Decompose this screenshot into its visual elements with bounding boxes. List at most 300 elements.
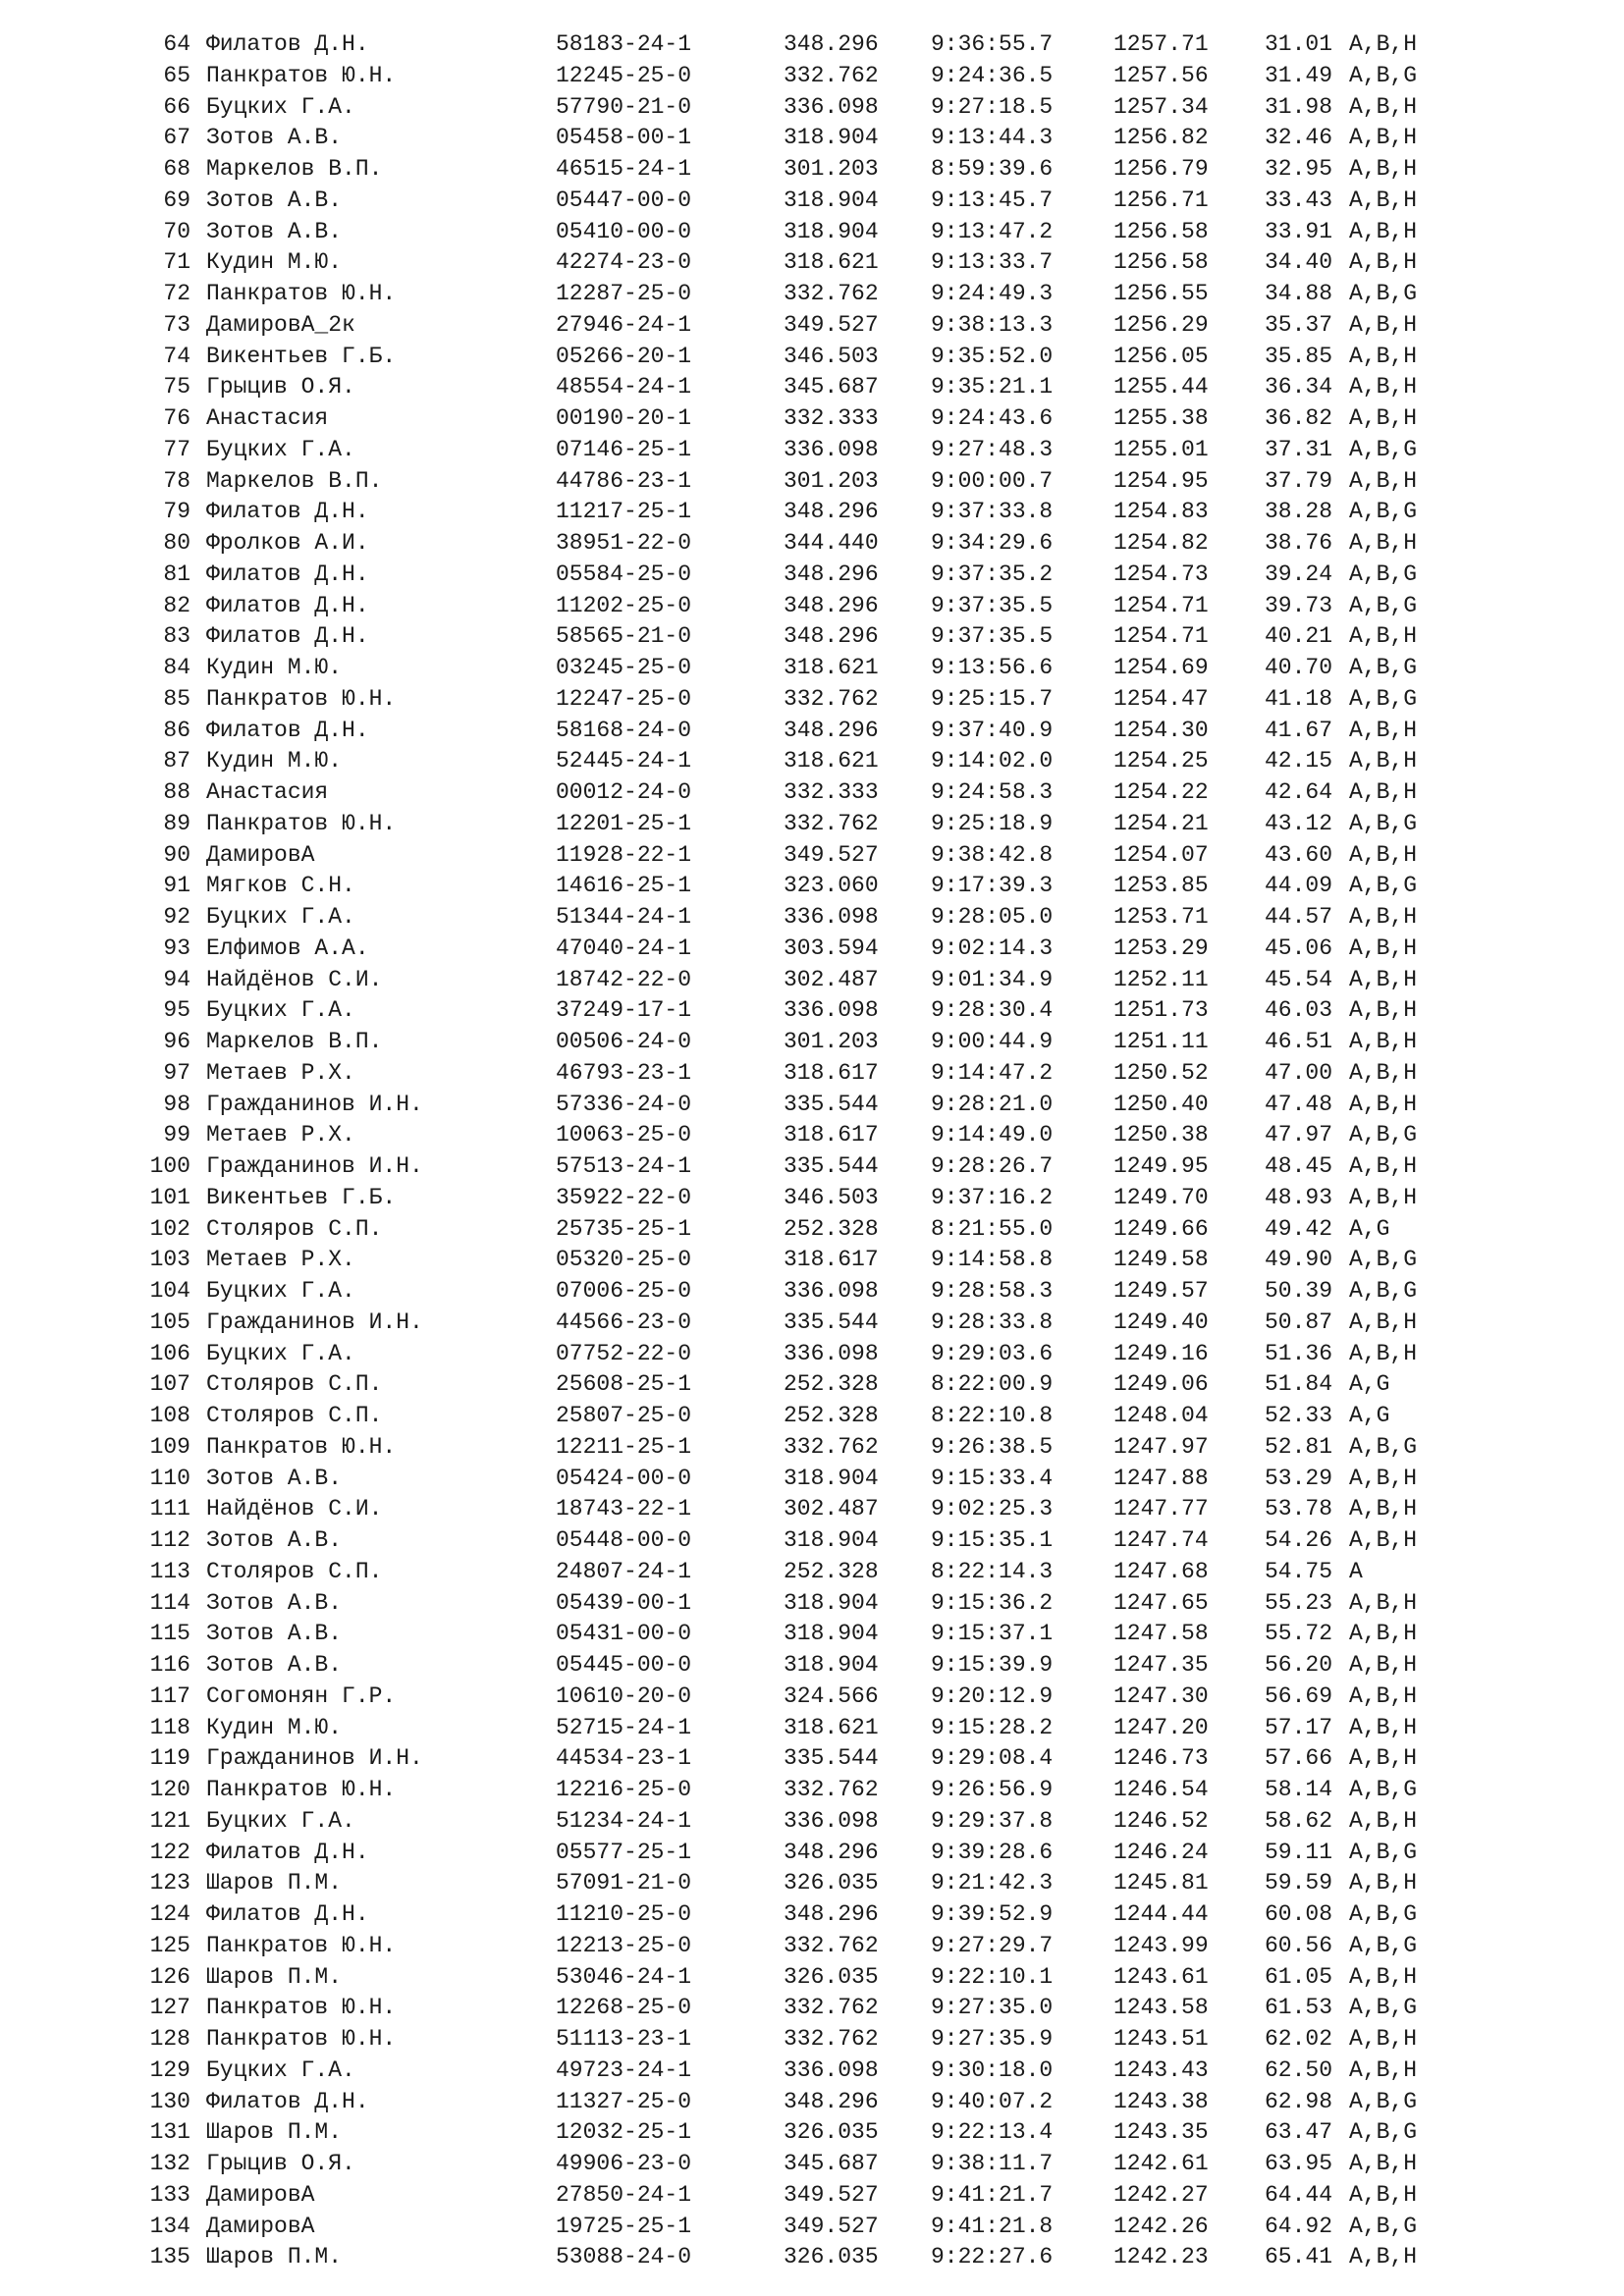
- cell-spacer: [190, 2117, 206, 2149]
- distance: 252.328: [784, 1403, 879, 1428]
- arrival-time: 8:59:39.6: [931, 156, 1054, 182]
- table-row: [0, 1245, 1624, 1276]
- arrival-time: 9:26:56.9: [931, 1777, 1054, 1802]
- cell-spacer: [190, 934, 206, 965]
- row-number: 72: [163, 281, 190, 306]
- speed: 1254.47: [1113, 685, 1209, 712]
- ring-number: 11210-25-0: [556, 1901, 692, 1927]
- table-row: [0, 528, 1624, 560]
- competition-flags: A,B,G: [1349, 1995, 1418, 2021]
- competition-flags: A,B,H: [1349, 125, 1418, 151]
- table-row: [0, 61, 1624, 92]
- coefficient: 41.18: [1265, 685, 1333, 712]
- table-row: [0, 1713, 1624, 1744]
- coefficient: 44.09: [1265, 873, 1333, 899]
- distance: 332.762: [784, 810, 879, 836]
- participant-name: Панкратов Ю.Н.: [206, 62, 397, 88]
- distance: 332.762: [784, 1995, 879, 2021]
- coefficient: 38.76: [1265, 530, 1333, 556]
- cell-spacer: [190, 2087, 206, 2118]
- competition-flags: A,B,H: [1349, 2026, 1418, 2052]
- arrival-time: 9:14:58.8: [931, 1247, 1054, 1273]
- participant-name: Буцких Г.А.: [206, 904, 355, 930]
- competition-flags: A,B,H: [1349, 1963, 1418, 1990]
- ring-number: 48554-24-1: [556, 374, 692, 400]
- coefficient: 63.47: [1265, 2119, 1333, 2146]
- ring-number: 52715-24-1: [556, 1714, 692, 1740]
- row-number: 89: [163, 810, 190, 836]
- competition-flags: A,B,H: [1349, 467, 1418, 494]
- participant-name: Зотов А.В.: [206, 1621, 343, 1647]
- cell-spacer: [190, 29, 206, 61]
- coefficient: 31.49: [1265, 62, 1333, 88]
- competition-flags: A,B,H: [1349, 1308, 1418, 1335]
- distance: 332.762: [784, 62, 879, 88]
- distance: 348.296: [784, 31, 879, 57]
- competition-flags: A,B,H: [1349, 1807, 1418, 1834]
- arrival-time: 8:21:55.0: [931, 1215, 1054, 1242]
- speed: 1250.40: [1113, 1091, 1209, 1117]
- competition-flags: A,B,H: [1349, 623, 1418, 650]
- speed: 1249.70: [1113, 1184, 1209, 1210]
- coefficient: 56.69: [1265, 1682, 1333, 1709]
- speed: 1254.95: [1113, 467, 1209, 494]
- competition-flags: A,B,H: [1349, 841, 1418, 868]
- distance: 336.098: [784, 904, 879, 930]
- cell-spacer: [190, 1962, 206, 1994]
- coefficient: 32.46: [1265, 125, 1333, 151]
- table-row: [0, 466, 1624, 498]
- row-number: 102: [149, 1215, 190, 1242]
- cell-spacer: [190, 2024, 206, 2056]
- competition-flags: A,B,H: [1349, 1091, 1418, 1117]
- ring-number: 03245-25-0: [556, 655, 692, 680]
- table-row: [0, 92, 1624, 124]
- cell-spacer: [190, 1308, 206, 1339]
- participant-name: Кудин М.Ю.: [206, 655, 343, 680]
- table-row: [0, 1027, 1624, 1058]
- cell-spacer: [190, 995, 206, 1027]
- cell-spacer: [190, 2180, 206, 2212]
- coefficient: 57.66: [1265, 1745, 1333, 1772]
- cell-spacer: [190, 1401, 206, 1432]
- cell-spacer: [190, 809, 206, 840]
- distance: 318.904: [784, 1589, 879, 1616]
- competition-flags: A,B,H: [1349, 530, 1418, 556]
- coefficient: 35.37: [1265, 311, 1333, 338]
- row-number: 113: [149, 1558, 190, 1584]
- distance: 318.621: [784, 249, 879, 276]
- row-number: 95: [163, 997, 190, 1024]
- arrival-time: 9:27:48.3: [931, 436, 1054, 462]
- table-row: [0, 560, 1624, 591]
- competition-flags: A,B,H: [1349, 93, 1418, 120]
- speed: 1251.73: [1113, 997, 1209, 1024]
- coefficient: 53.29: [1265, 1465, 1333, 1491]
- speed: 1247.97: [1113, 1433, 1209, 1460]
- competition-flags: A,B,H: [1349, 1682, 1418, 1709]
- distance: 345.687: [784, 2151, 879, 2176]
- cell-spacer: [190, 1743, 206, 1775]
- row-number: 115: [149, 1621, 190, 1647]
- distance: 348.296: [784, 561, 879, 587]
- table-row: [0, 1899, 1624, 1931]
- participant-name: Метаев Р.Х.: [206, 1122, 355, 1148]
- row-number: 134: [149, 2213, 190, 2239]
- speed: 1246.52: [1113, 1807, 1209, 1834]
- speed: 1249.95: [1113, 1153, 1209, 1179]
- row-number: 66: [163, 93, 190, 120]
- ring-number: 05431-00-0: [556, 1621, 692, 1647]
- table-row: [0, 591, 1624, 622]
- speed: 1249.06: [1113, 1371, 1209, 1398]
- table-row: [0, 1993, 1624, 2024]
- cell-spacer: [190, 1151, 206, 1183]
- arrival-time: 9:35:21.1: [931, 374, 1054, 400]
- distance: 318.617: [784, 1247, 879, 1273]
- arrival-time: 9:27:18.5: [931, 93, 1054, 120]
- competition-flags: A,B,H: [1349, 187, 1418, 213]
- table-row: [0, 1588, 1624, 1620]
- table-row: [0, 2024, 1624, 2056]
- coefficient: 54.75: [1265, 1558, 1333, 1584]
- competition-flags: A,B,H: [1349, 1465, 1418, 1491]
- ring-number: 18742-22-0: [556, 966, 692, 992]
- participant-name: Анастасия: [206, 779, 329, 805]
- arrival-time: 9:22:10.1: [931, 1963, 1054, 1990]
- competition-flags: A,B,H: [1349, 1527, 1418, 1553]
- table-row: [0, 1401, 1624, 1432]
- cell-spacer: [190, 1899, 206, 1931]
- arrival-time: 9:28:30.4: [931, 997, 1054, 1024]
- ring-number: 05439-00-1: [556, 1589, 692, 1616]
- arrival-time: 8:22:14.3: [931, 1558, 1054, 1584]
- cell-spacer: [190, 653, 206, 684]
- coefficient: 58.14: [1265, 1777, 1333, 1802]
- table-row: [0, 279, 1624, 310]
- ring-number: 44566-23-0: [556, 1308, 692, 1335]
- table-row: [0, 2087, 1624, 2118]
- speed: 1249.58: [1113, 1247, 1209, 1273]
- speed: 1243.51: [1113, 2026, 1209, 2052]
- ring-number: 57513-24-1: [556, 1153, 692, 1179]
- ring-number: 05458-00-1: [556, 125, 692, 151]
- table-row: [0, 621, 1624, 653]
- competition-flags: A,G: [1349, 1215, 1390, 1242]
- ring-number: 57091-21-0: [556, 1870, 692, 1896]
- coefficient: 36.34: [1265, 374, 1333, 400]
- arrival-time: 8:22:00.9: [931, 1371, 1054, 1398]
- cell-spacer: [190, 591, 206, 622]
- distance: 318.904: [784, 187, 879, 213]
- ring-number: 07006-25-0: [556, 1278, 692, 1304]
- distance: 336.098: [784, 436, 879, 462]
- participant-name: Шаров П.М.: [206, 2244, 343, 2270]
- competition-flags: A,B,G: [1349, 1901, 1418, 1927]
- participant-name: Буцких Г.А.: [206, 93, 355, 120]
- competition-flags: A,B,G: [1349, 685, 1418, 712]
- cell-spacer: [190, 684, 206, 716]
- ring-number: 00190-20-1: [556, 405, 692, 431]
- coefficient: 37.79: [1265, 467, 1333, 494]
- row-number: 120: [149, 1777, 190, 1802]
- speed: 1249.57: [1113, 1278, 1209, 1304]
- competition-flags: A,B,G: [1349, 1839, 1418, 1865]
- distance: 326.035: [784, 1870, 879, 1896]
- row-number: 106: [149, 1340, 190, 1366]
- participant-name: Столяров С.П.: [206, 1558, 383, 1584]
- competition-flags: A,B,H: [1349, 218, 1418, 244]
- row-number: 84: [163, 655, 190, 680]
- row-number: 111: [149, 1496, 190, 1522]
- coefficient: 60.08: [1265, 1901, 1333, 1927]
- results-table: [0, 29, 1624, 2273]
- ring-number: 00012-24-0: [556, 779, 692, 805]
- distance: 324.566: [784, 1682, 879, 1709]
- ring-number: 05424-00-0: [556, 1465, 692, 1491]
- competition-flags: A,B,G: [1349, 281, 1418, 306]
- competition-flags: A,B,H: [1349, 934, 1418, 961]
- distance: 326.035: [784, 1963, 879, 1990]
- cell-spacer: [190, 1931, 206, 1962]
- cell-spacer: [190, 372, 206, 403]
- arrival-time: 8:22:10.8: [931, 1403, 1054, 1428]
- participant-name: Панкратов Ю.Н.: [206, 1995, 397, 2021]
- participant-name: Маркелов В.П.: [206, 467, 383, 494]
- table-row: [0, 154, 1624, 186]
- row-number: 123: [149, 1870, 190, 1896]
- coefficient: 48.93: [1265, 1184, 1333, 1210]
- table-row: [0, 1806, 1624, 1838]
- ring-number: 58183-24-1: [556, 31, 692, 57]
- cell-spacer: [190, 1183, 206, 1214]
- speed: 1242.27: [1113, 2181, 1209, 2208]
- ring-number: 47040-24-1: [556, 934, 692, 961]
- arrival-time: 9:35:52.0: [931, 343, 1054, 369]
- speed: 1243.43: [1113, 2056, 1209, 2083]
- speed: 1256.71: [1113, 187, 1209, 213]
- arrival-time: 9:29:08.4: [931, 1745, 1054, 1772]
- coefficient: 61.05: [1265, 1963, 1333, 1990]
- cell-spacer: [190, 1993, 206, 2024]
- arrival-time: 9:30:18.0: [931, 2056, 1054, 2083]
- row-number: 129: [149, 2056, 190, 2083]
- table-row: [0, 1120, 1624, 1151]
- participant-name: Панкратов Ю.Н.: [206, 281, 397, 306]
- coefficient: 49.42: [1265, 1215, 1333, 1242]
- cell-spacer: [190, 1557, 206, 1588]
- participant-name: Грыцив О.Я.: [206, 374, 355, 400]
- coefficient: 37.31: [1265, 436, 1333, 462]
- cell-spacer: [190, 1432, 206, 1464]
- row-number: 81: [163, 561, 190, 587]
- row-number: 118: [149, 1714, 190, 1740]
- cell-spacer: [190, 2242, 206, 2273]
- coefficient: 62.50: [1265, 2056, 1333, 2083]
- ring-number: 12213-25-0: [556, 1932, 692, 1958]
- speed: 1245.81: [1113, 1870, 1209, 1896]
- participant-name: Викентьев Г.Б.: [206, 343, 397, 369]
- table-row: [0, 497, 1624, 528]
- arrival-time: 9:17:39.3: [931, 873, 1054, 899]
- table-row: [0, 1214, 1624, 1246]
- cell-spacer: [190, 1058, 206, 1090]
- table-row: [0, 1868, 1624, 1899]
- speed: 1247.20: [1113, 1714, 1209, 1740]
- participant-name: ДамировА: [206, 2181, 315, 2208]
- coefficient: 50.87: [1265, 1308, 1333, 1335]
- row-number: 110: [149, 1465, 190, 1491]
- coefficient: 46.03: [1265, 997, 1333, 1024]
- participant-name: Столяров С.П.: [206, 1215, 383, 1242]
- arrival-time: 9:25:18.9: [931, 810, 1054, 836]
- distance: 302.487: [784, 1496, 879, 1522]
- coefficient: 33.91: [1265, 218, 1333, 244]
- distance: 332.762: [784, 1433, 879, 1460]
- coefficient: 40.70: [1265, 655, 1333, 680]
- competition-flags: A,B,G: [1349, 2088, 1418, 2114]
- speed: 1247.77: [1113, 1496, 1209, 1522]
- speed: 1256.29: [1113, 311, 1209, 338]
- speed: 1247.88: [1113, 1465, 1209, 1491]
- coefficient: 64.92: [1265, 2213, 1333, 2239]
- speed: 1257.34: [1113, 93, 1209, 120]
- ring-number: 44786-23-1: [556, 467, 692, 494]
- table-row: [0, 1183, 1624, 1214]
- arrival-time: 9:29:37.8: [931, 1807, 1054, 1834]
- speed: 1247.30: [1113, 1682, 1209, 1709]
- coefficient: 60.56: [1265, 1932, 1333, 1958]
- participant-name: Филатов Д.Н.: [206, 1839, 369, 1865]
- ring-number: 12216-25-0: [556, 1777, 692, 1802]
- coefficient: 62.02: [1265, 2026, 1333, 2052]
- distance: 348.296: [784, 717, 879, 743]
- speed: 1248.04: [1113, 1403, 1209, 1428]
- table-row: [0, 1619, 1624, 1650]
- table-row: [0, 902, 1624, 934]
- ring-number: 46793-23-1: [556, 1059, 692, 1086]
- participant-name: Елфимов А.А.: [206, 934, 369, 961]
- ring-number: 35922-22-0: [556, 1184, 692, 1210]
- arrival-time: 9:02:14.3: [931, 934, 1054, 961]
- coefficient: 54.26: [1265, 1527, 1333, 1553]
- table-row: [0, 2180, 1624, 2212]
- coefficient: 43.60: [1265, 841, 1333, 868]
- competition-flags: A,B,H: [1349, 1184, 1418, 1210]
- table-row: [0, 1339, 1624, 1370]
- row-number: 74: [163, 343, 190, 369]
- competition-flags: A,B,H: [1349, 1153, 1418, 1179]
- table-row: [0, 653, 1624, 684]
- cell-spacer: [190, 1838, 206, 1869]
- cell-spacer: [190, 1619, 206, 1650]
- coefficient: 47.00: [1265, 1059, 1333, 1086]
- cell-spacer: [190, 560, 206, 591]
- ring-number: 37249-17-1: [556, 997, 692, 1024]
- coefficient: 62.98: [1265, 2088, 1333, 2114]
- competition-flags: A,B,H: [1349, 1621, 1418, 1647]
- table-row: [0, 1369, 1624, 1401]
- table-row: [0, 809, 1624, 840]
- speed: 1256.05: [1113, 343, 1209, 369]
- participant-name: Филатов Д.Н.: [206, 717, 369, 743]
- coefficient: 47.97: [1265, 1122, 1333, 1148]
- coefficient: 51.84: [1265, 1371, 1333, 1398]
- ring-number: 12245-25-0: [556, 62, 692, 88]
- competition-flags: A,G: [1349, 1403, 1390, 1428]
- row-number: 93: [163, 934, 190, 961]
- table-row: [0, 217, 1624, 248]
- participant-name: Зотов А.В.: [206, 1652, 343, 1678]
- arrival-time: 9:27:35.0: [931, 1995, 1054, 2021]
- competition-flags: A,B,H: [1349, 31, 1418, 57]
- participant-name: Филатов Д.Н.: [206, 1901, 369, 1927]
- arrival-time: 9:24:49.3: [931, 281, 1054, 306]
- ring-number: 42274-23-0: [556, 249, 692, 276]
- row-number: 121: [149, 1807, 190, 1834]
- competition-flags: A,B,H: [1349, 405, 1418, 431]
- arrival-time: 9:39:52.9: [931, 1901, 1054, 1927]
- arrival-time: 9:22:13.4: [931, 2119, 1054, 2146]
- distance: 318.621: [784, 748, 879, 774]
- distance: 318.904: [784, 1527, 879, 1553]
- row-number: 91: [163, 873, 190, 899]
- table-row: [0, 372, 1624, 403]
- row-number: 101: [149, 1184, 190, 1210]
- participant-name: Найдёнов С.И.: [206, 966, 383, 992]
- cell-spacer: [190, 279, 206, 310]
- competition-flags: A,B,H: [1349, 1059, 1418, 1086]
- cell-spacer: [190, 1806, 206, 1838]
- participant-name: Столяров С.П.: [206, 1403, 383, 1428]
- distance: 318.904: [784, 1621, 879, 1647]
- speed: 1243.35: [1113, 2119, 1209, 2146]
- distance: 349.527: [784, 311, 879, 338]
- participant-name: Гражданинов И.Н.: [206, 1091, 423, 1117]
- arrival-time: 9:15:37.1: [931, 1621, 1054, 1647]
- speed: 1243.61: [1113, 1963, 1209, 1990]
- arrival-time: 9:28:33.8: [931, 1308, 1054, 1335]
- ring-number: 07752-22-0: [556, 1340, 692, 1366]
- participant-name: Кудин М.Ю.: [206, 249, 343, 276]
- competition-flags: A,G: [1349, 1371, 1390, 1398]
- participant-name: Найдёнов С.И.: [206, 1496, 383, 1522]
- arrival-time: 9:37:33.8: [931, 499, 1054, 525]
- distance: 326.035: [784, 2119, 879, 2146]
- coefficient: 32.95: [1265, 156, 1333, 182]
- ring-number: 18743-22-1: [556, 1496, 692, 1522]
- competition-flags: A,B,G: [1349, 2119, 1418, 2146]
- arrival-time: 9:39:28.6: [931, 1839, 1054, 1865]
- row-number: 104: [149, 1278, 190, 1304]
- row-number: 128: [149, 2026, 190, 2052]
- arrival-time: 9:24:36.5: [931, 62, 1054, 88]
- competition-flags: A,B,G: [1349, 873, 1418, 899]
- competition-flags: A,B,H: [1349, 1652, 1418, 1678]
- row-number: 67: [163, 125, 190, 151]
- speed: 1255.44: [1113, 374, 1209, 400]
- row-number: 79: [163, 499, 190, 525]
- participant-name: Зотов А.В.: [206, 218, 343, 244]
- row-number: 68: [163, 156, 190, 182]
- table-row: [0, 1308, 1624, 1339]
- coefficient: 52.33: [1265, 1403, 1333, 1428]
- coefficient: 55.72: [1265, 1621, 1333, 1647]
- participant-name: Филатов Д.Н.: [206, 31, 369, 57]
- coefficient: 34.40: [1265, 249, 1333, 276]
- arrival-time: 9:38:13.3: [931, 311, 1054, 338]
- cell-spacer: [190, 247, 206, 279]
